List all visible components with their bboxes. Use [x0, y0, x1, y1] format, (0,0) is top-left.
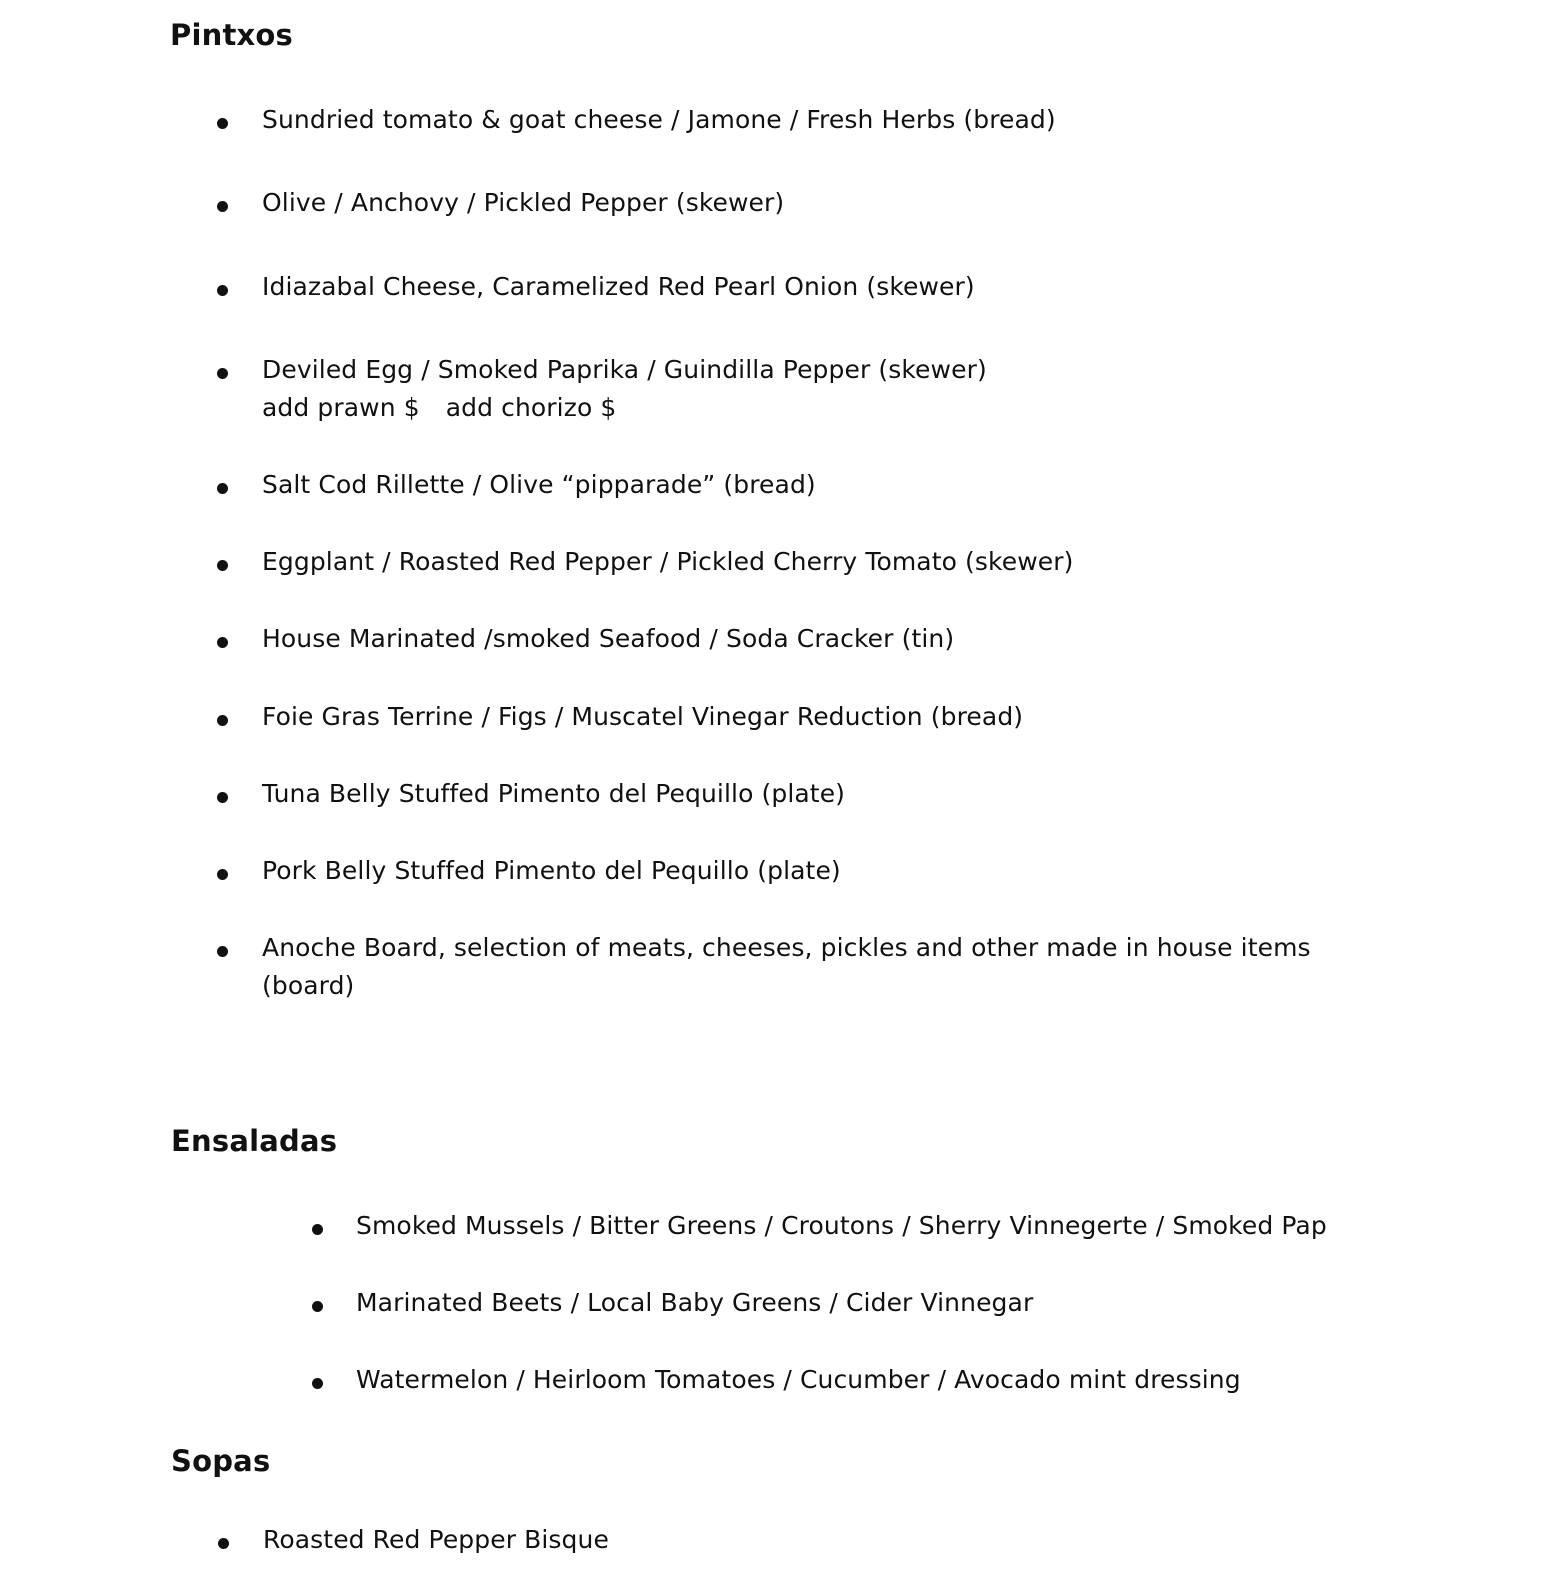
menu-item-label: Deviled Egg / Smoked Paprika / Guindilla Pepper (skewer) [262, 355, 987, 384]
bullet-icon [217, 946, 228, 957]
menu-item: House Marinated /smoked Seafood / Soda Cracker (tin) [262, 624, 955, 653]
menu-item: Marinated Beets / Local Baby Greens / Cider Vinnegar [356, 1288, 1034, 1317]
bullet-icon [217, 715, 228, 726]
menu-item: Roasted Red Pepper Bisque [263, 1525, 609, 1554]
section-title-sopas: Sopas [171, 1444, 271, 1478]
bullet-icon [312, 1224, 323, 1235]
menu-item-label: Anoche Board, selection of meats, cheeses, pickles and other made in house items [262, 933, 1311, 962]
menu-item: Eggplant / Roasted Red Pepper / Pickled Cherry Tomato (skewer) [262, 547, 1074, 576]
bullet-icon [217, 118, 228, 129]
bullet-icon [217, 869, 228, 880]
menu-item-serving: (board) [262, 971, 355, 1000]
bullet-icon [312, 1301, 323, 1312]
menu-item-deviled-egg [262, 351, 987, 427]
bullet-icon [312, 1378, 323, 1389]
addon-chorizo: add chorizo $ [445, 393, 617, 422]
addon-options [262, 389, 987, 427]
bullet-icon [217, 560, 228, 571]
menu-item: Salt Cod Rillette / Olive “pipparade” (bread) [262, 470, 816, 499]
bullet-icon [217, 637, 228, 648]
menu-item: Idiazabal Cheese, Caramelized Red Pearl Onion (skewer) [262, 272, 975, 301]
section-title-pintxos: Pintxos [170, 18, 293, 52]
bullet-icon [217, 483, 228, 494]
bullet-icon [217, 792, 228, 803]
menu-item: Olive / Anchovy / Pickled Pepper (skewer) [262, 188, 785, 217]
menu-item: Foie Gras Terrine / Figs / Muscatel Vinegar Reduction (bread) [262, 702, 1024, 731]
menu-item: Tuna Belly Stuffed Pimento del Pequillo (plate) [262, 779, 846, 808]
bullet-icon [217, 285, 228, 296]
menu-item: Smoked Mussels / Bitter Greens / Croutons / Sherry Vinnegerte / Smoked Pap [356, 1211, 1327, 1240]
bullet-icon [217, 201, 228, 212]
menu-item: Pork Belly Stuffed Pimento del Pequillo (plate) [262, 856, 841, 885]
menu-item-anoche-board [262, 929, 1311, 1005]
menu-item: Watermelon / Heirloom Tomatoes / Cucumber / Avocado mint dressing [356, 1365, 1241, 1394]
section-title-ensaladas: Ensaladas [171, 1124, 338, 1158]
bullet-icon [217, 368, 228, 379]
addon-prawn: add prawn $ [262, 393, 420, 422]
bullet-icon [218, 1538, 229, 1549]
menu-item: Sundried tomato & goat cheese / Jamone / Fresh Herbs (bread) [262, 105, 1056, 134]
